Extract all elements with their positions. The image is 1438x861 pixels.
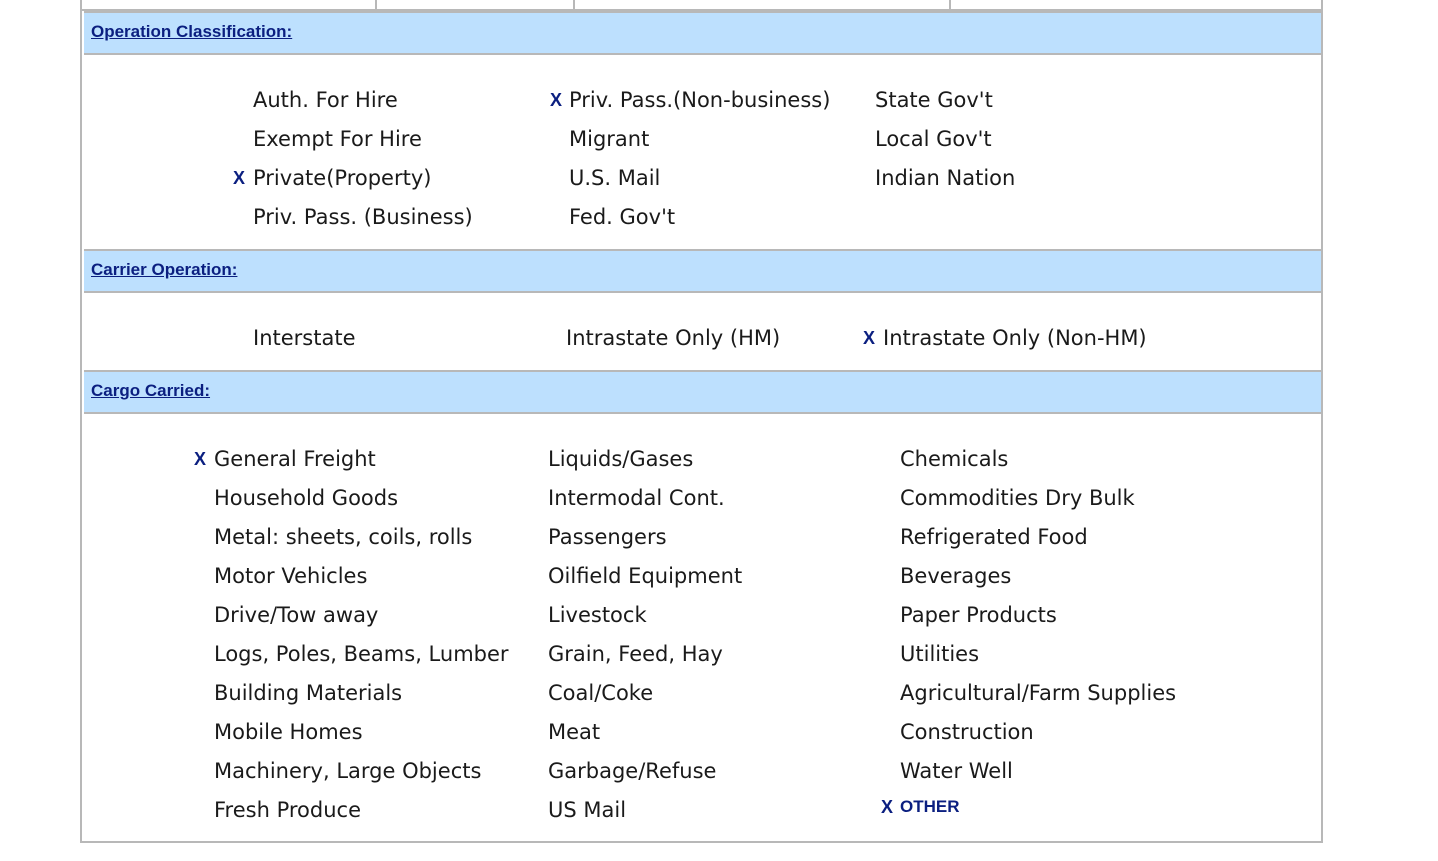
top-cell [575,0,951,11]
carrier-operation-header [84,249,1321,293]
option-label: Utilities [900,642,980,666]
option-label: Intrastate Only (Non-HM) [883,326,1147,350]
option-label: Oilfield Equipment [548,564,743,588]
checked-mark: X [550,90,563,110]
option-label: Migrant [569,127,650,151]
option-label: Construction [900,720,1034,744]
top-row [82,0,1321,11]
option-label: Chemicals [900,447,1009,471]
option-label: Meat [548,720,601,744]
option-label: Household Goods [214,486,399,510]
option-label: Water Well [900,759,1013,783]
option-label: US Mail [548,798,627,822]
option-label: Grain, Feed, Hay [548,642,723,666]
option-label: U.S. Mail [569,166,661,190]
option-label: General Freight [214,447,376,471]
option-label: Intermodal Cont. [548,486,725,510]
option-label: Refrigerated Food [900,525,1088,549]
option-label: Beverages [900,564,1012,588]
cargo-carried-title[interactable]: Cargo Carried: [91,381,211,400]
carrier-operation-title[interactable]: Carrier Operation: [91,260,238,279]
option-label: Agricultural/Farm Supplies [900,681,1177,705]
option-label: Mobile Homes [214,720,363,744]
top-cell [82,0,377,11]
option-label: Intrastate Only (HM) [566,326,781,350]
carrier-details-table [80,0,1323,843]
top-cell [377,0,575,11]
option-label: Machinery, Large Objects [214,759,482,783]
option-label: Commodities Dry Bulk [900,486,1135,510]
option-label: Paper Products [900,603,1057,627]
option-label: Motor Vehicles [214,564,368,588]
option-label: Fresh Produce [214,798,361,822]
operation-classification-header [84,11,1321,55]
option-label: Interstate [253,326,356,350]
option-label: Fed. Gov't [569,205,676,229]
checked-mark: X [881,797,894,817]
option-label: Garbage/Refuse [548,759,717,783]
operation-classification-title[interactable]: Operation Classification: [91,22,293,41]
option-label: Priv. Pass. (Business) [253,205,473,229]
option-label: Local Gov't [875,127,992,151]
option-label: Drive/Tow away [214,603,379,627]
option-label: Logs, Poles, Beams, Lumber [214,642,509,666]
option-label: Livestock [548,603,647,627]
checked-mark: X [194,449,207,469]
option-label: Indian Nation [875,166,1016,190]
option-label: Metal: sheets, coils, rolls [214,525,473,549]
option-label: Coal/Coke [548,681,654,705]
option-label: Exempt For Hire [253,127,422,151]
option-label: Passengers [548,525,667,549]
cargo-carried-header [84,370,1321,414]
option-label: State Gov't [875,88,993,112]
option-label: Private(Property) [253,166,432,190]
option-label: Priv. Pass.(Non-business) [569,88,831,112]
option-label: Auth. For Hire [253,88,398,112]
option-label: Liquids/Gases [548,447,694,471]
checked-mark: X [233,168,246,188]
checked-mark: X [863,328,876,348]
option-label: Building Materials [214,681,403,705]
other-cargo-link[interactable]: OTHER [900,797,960,816]
